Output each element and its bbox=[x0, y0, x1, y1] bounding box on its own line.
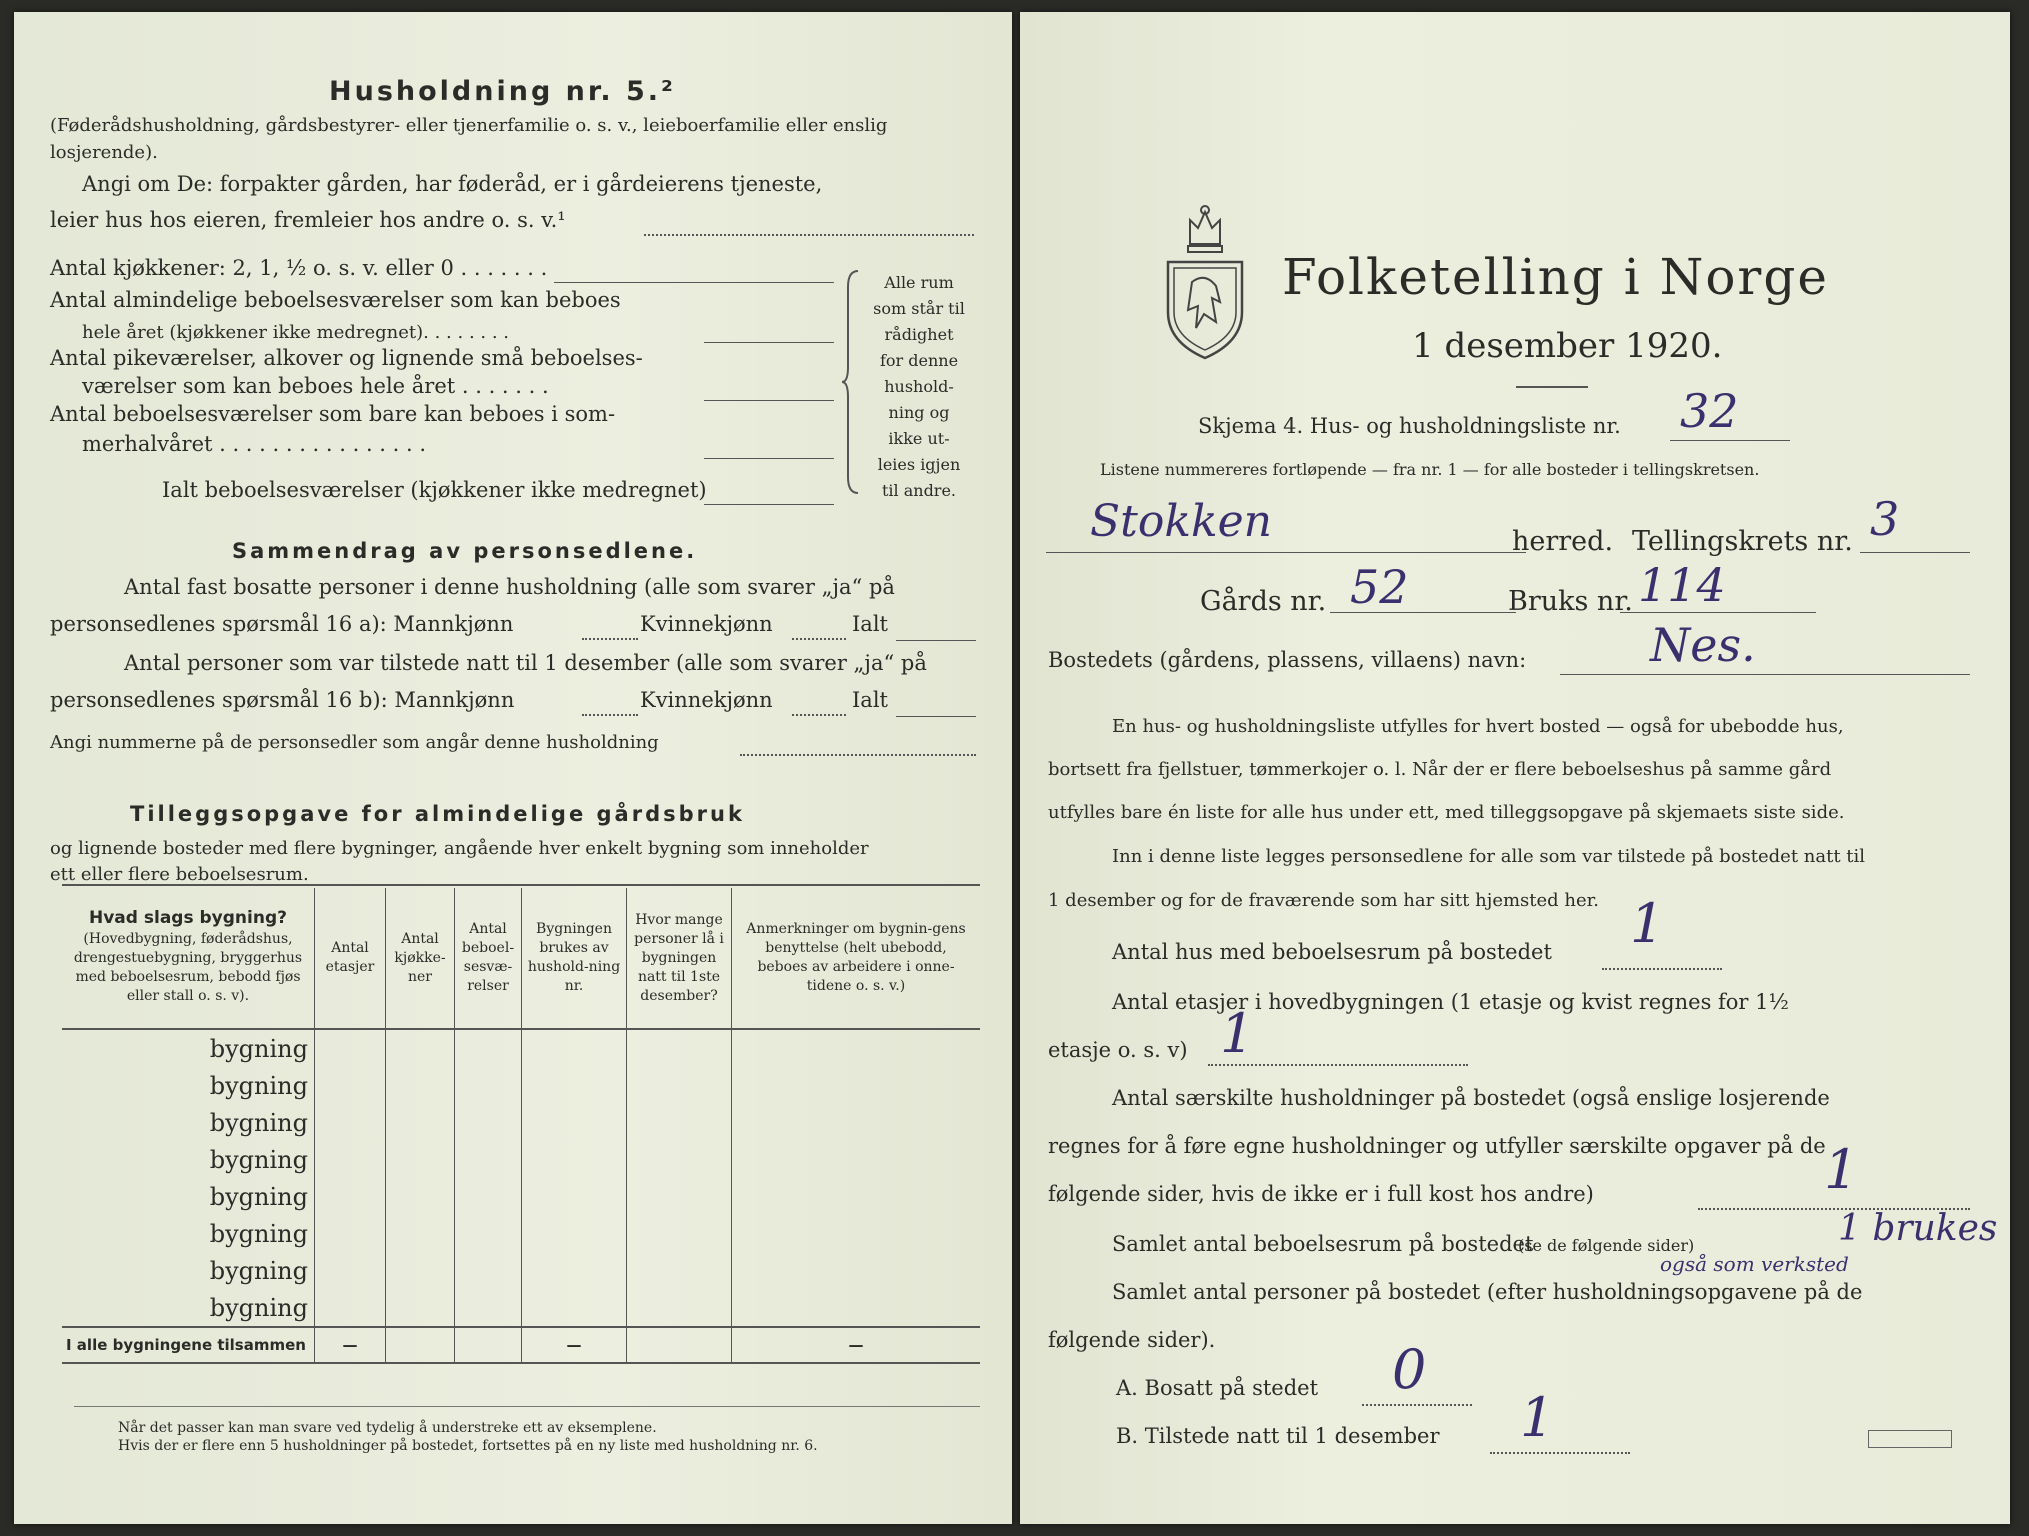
table-cell bbox=[315, 1289, 386, 1327]
table-cell bbox=[627, 1178, 732, 1215]
tilst-line-2b: Kvinnekjønn bbox=[640, 688, 773, 712]
bracket-note bbox=[864, 270, 974, 504]
bracket-note-line: til andre. bbox=[881, 481, 957, 500]
table-cell bbox=[386, 1327, 455, 1363]
header-personer: Hvor mange personer lå i bygningen natt til 1ste desember? bbox=[627, 888, 732, 1029]
samlet-rum-label: Samlet antal beboelsesrum på bostedet bbox=[1112, 1232, 1534, 1256]
header-bygning bbox=[62, 888, 315, 1029]
row-label: bygning bbox=[62, 1178, 315, 1215]
bracket-note-line: rådighet bbox=[884, 325, 954, 344]
tilstede-value: 1 bbox=[1520, 1386, 1555, 1449]
herred-line bbox=[1046, 552, 1526, 553]
bruks-number: 114 bbox=[1638, 558, 1726, 612]
row-label: bygning bbox=[62, 1289, 315, 1327]
table-cell bbox=[627, 1141, 732, 1178]
table-cell bbox=[315, 1029, 386, 1067]
census-date: 1 desember 1920. bbox=[1412, 326, 1723, 366]
bracket-note-line: Alle rum bbox=[884, 273, 954, 292]
hus-value: 1 bbox=[1630, 892, 1665, 955]
tilst-line-1: Antal personer som var tilstede natt til 1 desember (alle som svarer „ja“ på bbox=[124, 651, 927, 675]
etasjer-value: 1 bbox=[1220, 1002, 1255, 1065]
table-cell bbox=[455, 1067, 522, 1104]
angi-answer-line bbox=[644, 234, 974, 236]
table-cell bbox=[732, 1029, 981, 1067]
row-label: bygning bbox=[62, 1067, 315, 1104]
kjokkener-answer-line bbox=[554, 282, 834, 283]
table-row bbox=[62, 1029, 980, 1067]
table-cell bbox=[522, 1029, 627, 1067]
info-line-5: 1 desember og for de fraværende som har sitt hjemsted her. bbox=[1048, 890, 1599, 911]
tellingskrets-label: Tellingskrets nr. bbox=[1632, 526, 1853, 557]
sum-etasjer: — bbox=[315, 1327, 386, 1363]
table-cell bbox=[386, 1029, 455, 1067]
pike-label-2: værelser som kan beboes hele året . . . . . . . bbox=[82, 374, 549, 398]
etasjer-line-2: etasje o. s. v) bbox=[1048, 1038, 1188, 1062]
table-cell bbox=[455, 1289, 522, 1327]
title-rule bbox=[1516, 386, 1588, 388]
table-cell bbox=[522, 1067, 627, 1104]
table-cell bbox=[315, 1178, 386, 1215]
header-etasjer: Antal etasjer bbox=[315, 888, 386, 1029]
table-top-rule bbox=[62, 884, 980, 886]
sommer-label-2: merhalvåret . . . . . . . . . . . . . . . . bbox=[82, 432, 427, 456]
bosatt-label: A. Bosatt på stedet bbox=[1116, 1376, 1319, 1400]
fast-line-1: Antal fast bosatte personer i denne husholdning (alle som svarer „ja“ på bbox=[124, 575, 895, 599]
table-cell bbox=[455, 1252, 522, 1289]
angi-line-1: Angi om De: forpakter gården, har føderåd, er i gårdeierens tjeneste, bbox=[82, 172, 823, 196]
sum-anmerkninger: — bbox=[732, 1327, 981, 1363]
summary-title: Sammendrag av personsedlene. bbox=[232, 539, 698, 563]
table-cell bbox=[627, 1289, 732, 1327]
hus-label: Antal hus med beboelsesrum på bostedet bbox=[1112, 940, 1552, 964]
table-row bbox=[62, 1252, 980, 1289]
tilst-ialt-line bbox=[896, 716, 976, 717]
tilst-line-2c: Ialt bbox=[852, 688, 888, 712]
bosted-value: Nes. bbox=[1650, 618, 1756, 672]
gards-label: Gårds nr. bbox=[1200, 586, 1327, 617]
table-cell bbox=[627, 1327, 732, 1363]
alm-answer-line bbox=[704, 342, 834, 343]
row-label: bygning bbox=[62, 1252, 315, 1289]
table-cell bbox=[315, 1104, 386, 1141]
table-cell bbox=[386, 1141, 455, 1178]
herred-label: herred. bbox=[1512, 526, 1614, 557]
footnote-1: Når det passer kan man svare ved tydelig å understreke ett av eksemplene. bbox=[118, 1420, 657, 1436]
tillegg-line-2: ett eller flere beboelsesrum. bbox=[50, 864, 309, 885]
info-line-1: En hus- og husholdningsliste utfylles for hvert bosted — også for ubebodde hus, bbox=[1112, 716, 1844, 737]
bruks-label: Bruks nr. bbox=[1508, 586, 1633, 617]
sum-label: I alle bygningene tilsammen bbox=[62, 1327, 315, 1363]
bracket-note-line: leies igjen bbox=[877, 455, 961, 474]
tellingskrets-number: 3 bbox=[1870, 492, 1900, 546]
table-cell bbox=[627, 1252, 732, 1289]
pike-answer-line bbox=[704, 400, 834, 401]
table-cell bbox=[522, 1104, 627, 1141]
sarsk-line-1: Antal særskilte husholdninger på bostedet (også enslige losjerende bbox=[1112, 1086, 1830, 1110]
ialt-answer-line bbox=[704, 504, 834, 505]
table-cell bbox=[732, 1215, 981, 1252]
header-beboelsesvaerelser: Antal beboel-sesvæ-relser bbox=[455, 888, 522, 1029]
fast-kvinne-line bbox=[792, 638, 846, 640]
bracket-note-line: som står til bbox=[873, 299, 965, 318]
table-cell bbox=[627, 1029, 732, 1067]
row-label: bygning bbox=[62, 1029, 315, 1067]
table-cell bbox=[386, 1178, 455, 1215]
angi-line-2: leier hus hos eieren, fremleier hos andre o. s. v.¹ bbox=[50, 208, 566, 232]
bosatt-value: 0 bbox=[1392, 1338, 1427, 1401]
skjema-number-line bbox=[1670, 440, 1790, 441]
table-row bbox=[62, 1104, 980, 1141]
table-cell bbox=[522, 1141, 627, 1178]
skjema-number: 32 bbox=[1680, 384, 1739, 438]
row-label: bygning bbox=[62, 1215, 315, 1252]
table-cell bbox=[732, 1289, 981, 1327]
alm-label-1: Antal almindelige beboelsesværelser som kan beboes bbox=[50, 288, 621, 312]
fast-line-2c: Ialt bbox=[852, 612, 888, 636]
fast-mann-line bbox=[582, 638, 638, 640]
sarsk-line-3: følgende sider, hvis de ikke er i full kost hos andre) bbox=[1048, 1182, 1594, 1206]
ialt-label: Ialt beboelsesværelser (kjøkkener ikke medregnet) bbox=[162, 478, 707, 502]
table-cell bbox=[732, 1178, 981, 1215]
printer-stamp bbox=[1868, 1430, 1952, 1448]
table-cell bbox=[455, 1141, 522, 1178]
table-cell bbox=[315, 1252, 386, 1289]
bracket-note-line: for denne bbox=[879, 351, 959, 370]
table-cell bbox=[522, 1289, 627, 1327]
row-label: bygning bbox=[62, 1104, 315, 1141]
samlet-pers-line-1: Samlet antal personer på bostedet (efter husholdningsopgavene på de bbox=[1112, 1280, 1863, 1304]
hus-line bbox=[1602, 968, 1722, 970]
gards-line bbox=[1330, 612, 1516, 613]
table-cell bbox=[386, 1104, 455, 1141]
table-cell bbox=[315, 1215, 386, 1252]
sommer-label-1: Antal beboelsesværelser som bare kan beboes i som- bbox=[50, 402, 616, 426]
table-cell bbox=[386, 1067, 455, 1104]
bosted-label: Bostedets (gårdens, plassens, villaens) navn: bbox=[1048, 648, 1527, 672]
bruks-line bbox=[1620, 612, 1816, 613]
main-title: Folketelling i Norge bbox=[1282, 248, 1829, 306]
table-row bbox=[62, 1215, 980, 1252]
fast-line-2a: personsedlenes spørsmål 16 a): Mannkjønn bbox=[50, 612, 514, 636]
tilst-kvinne-line bbox=[792, 714, 846, 716]
nummerne-label: Angi nummerne på de personsedler som angår denne husholdning bbox=[50, 732, 659, 753]
tellingskrets-line bbox=[1860, 552, 1970, 553]
etasjer-line bbox=[1208, 1064, 1468, 1066]
header-kjokkener: Antal kjøkke-ner bbox=[386, 888, 455, 1029]
gards-number: 52 bbox=[1350, 560, 1409, 614]
tilstede-label: B. Tilstede natt til 1 desember bbox=[1116, 1424, 1440, 1448]
table-cell bbox=[386, 1215, 455, 1252]
table-cell bbox=[627, 1067, 732, 1104]
table-cell bbox=[627, 1215, 732, 1252]
table-row bbox=[62, 1067, 980, 1104]
info-line-4: Inn i denne liste legges personsedlene for alle som var tilstede på bostedet natt til bbox=[1112, 846, 1866, 867]
listene-note: Listene nummereres fortløpende — fra nr. 1 — for alle bosteder i tellingskretsen. bbox=[1100, 460, 1760, 479]
table-cell bbox=[455, 1029, 522, 1067]
table-cell bbox=[315, 1141, 386, 1178]
table-cell bbox=[455, 1178, 522, 1215]
table-cell bbox=[522, 1215, 627, 1252]
table-cell bbox=[386, 1289, 455, 1327]
samlet-rum-value: 1 brukes bbox=[1838, 1208, 1998, 1249]
alm-label-2: hele året (kjøkkener ikke medregnet). . . . . . . . bbox=[82, 322, 509, 343]
nummerne-line bbox=[740, 754, 976, 756]
coat-of-arms-icon bbox=[1160, 202, 1250, 362]
header-anmerkninger: Anmerkninger om bygnin-gens benyttelse (helt ubebodd, beboes av arbeidere i onne-tidene o. s. v.) bbox=[732, 888, 981, 1029]
info-line-2: bortsett fra fjellstuer, tømmerkojer o. l. Når der er flere beboelseshus på samme gård bbox=[1048, 759, 1832, 780]
table-row bbox=[62, 1141, 980, 1178]
table-cell bbox=[732, 1067, 981, 1104]
table-cell bbox=[455, 1215, 522, 1252]
buildings-table bbox=[62, 888, 980, 1364]
pike-label-1: Antal pikeværelser, alkover og lignende små beboelses- bbox=[50, 346, 643, 370]
tillegg-title: Tilleggsopgave for almindelige gårdsbruk bbox=[130, 802, 745, 826]
sum-husholdning: — bbox=[522, 1327, 627, 1363]
tillegg-line-1: og lignende bosteder med flere bygninger, angående hver enkelt bygning som inneholder bbox=[50, 838, 869, 859]
right-page bbox=[1020, 12, 2010, 1524]
household-title: Husholdning nr. 5.² bbox=[329, 76, 676, 107]
samlet-pers-line-2: følgende sider). bbox=[1048, 1328, 1216, 1352]
table-cell bbox=[455, 1327, 522, 1363]
footnote-rule bbox=[74, 1406, 980, 1407]
info-line-3: utfylles bare én liste for alle hus under ett, med tilleggsopgave på skjemaets siste side. bbox=[1048, 802, 1845, 823]
table-cell bbox=[732, 1141, 981, 1178]
left-page bbox=[14, 12, 1012, 1524]
kjokkener-label: Antal kjøkkener: 2, 1, ½ o. s. v. eller 0 . . . . . . . bbox=[50, 256, 548, 280]
table-cell bbox=[386, 1252, 455, 1289]
table-cell bbox=[455, 1104, 522, 1141]
tilst-mann-line bbox=[582, 714, 638, 716]
bracket-note-line: hushold- bbox=[884, 377, 954, 396]
tilstede-line bbox=[1490, 1452, 1630, 1454]
table-cell bbox=[315, 1067, 386, 1104]
table-row bbox=[62, 1289, 980, 1327]
fast-line-2b: Kvinnekjønn bbox=[640, 612, 773, 636]
table-cell bbox=[522, 1252, 627, 1289]
table-row bbox=[62, 1178, 980, 1215]
table-cell bbox=[522, 1178, 627, 1215]
header-bygning-title: Hvad slags bygning? bbox=[89, 907, 287, 928]
footnote-2: Hvis der er flere enn 5 husholdninger på bostedet, fortsettes på en ny liste med husholdning nr. 6. bbox=[118, 1438, 818, 1454]
header-husholdning: Bygningen brukes av hushold-ning nr. bbox=[522, 888, 627, 1029]
fast-ialt-line bbox=[896, 640, 976, 641]
skjema-label: Skjema 4. Hus- og husholdningsliste nr. bbox=[1198, 414, 1621, 438]
row-label: bygning bbox=[62, 1141, 315, 1178]
samlet-rum-note: (se de følgende sider) bbox=[1518, 1236, 1695, 1255]
household-note: (Føderådshusholdning, gårdsbestyrer- eller tjenerfamilie o. s. v., leieboerfamilie eller enslig losjerende). bbox=[50, 115, 888, 163]
table-cell bbox=[732, 1104, 981, 1141]
samlet-rum-value-2: også som verksted bbox=[1660, 1252, 1849, 1276]
etasjer-line-1: Antal etasjer i hovedbygningen (1 etasje og kvist regnes for 1½ bbox=[1112, 990, 1789, 1014]
table-sum-row bbox=[62, 1327, 980, 1363]
table-cell bbox=[732, 1252, 981, 1289]
curly-bracket-icon bbox=[840, 267, 862, 497]
sarsk-line-2: regnes for å føre egne husholdninger og utfyller særskilte opgaver på de bbox=[1048, 1134, 1826, 1158]
bosatt-line bbox=[1362, 1404, 1472, 1406]
header-bygning-desc: (Hovedbygning, føderådshus, drengestuebygning, bryggerhus med beboelsesrum, bebodd fjøs eller stall o. s. v). bbox=[73, 930, 303, 1004]
table-cell bbox=[627, 1104, 732, 1141]
sommer-answer-line bbox=[704, 458, 834, 459]
tilst-line-2a: personsedlenes spørsmål 16 b): Mannkjønn bbox=[50, 688, 515, 712]
herred-value: Stokken bbox=[1090, 496, 1273, 547]
bracket-note-line: ning og bbox=[888, 403, 950, 422]
bosted-line bbox=[1560, 674, 1970, 675]
bracket-note-line: ikke ut- bbox=[888, 429, 950, 448]
sarsk-value: 1 bbox=[1824, 1138, 1859, 1201]
